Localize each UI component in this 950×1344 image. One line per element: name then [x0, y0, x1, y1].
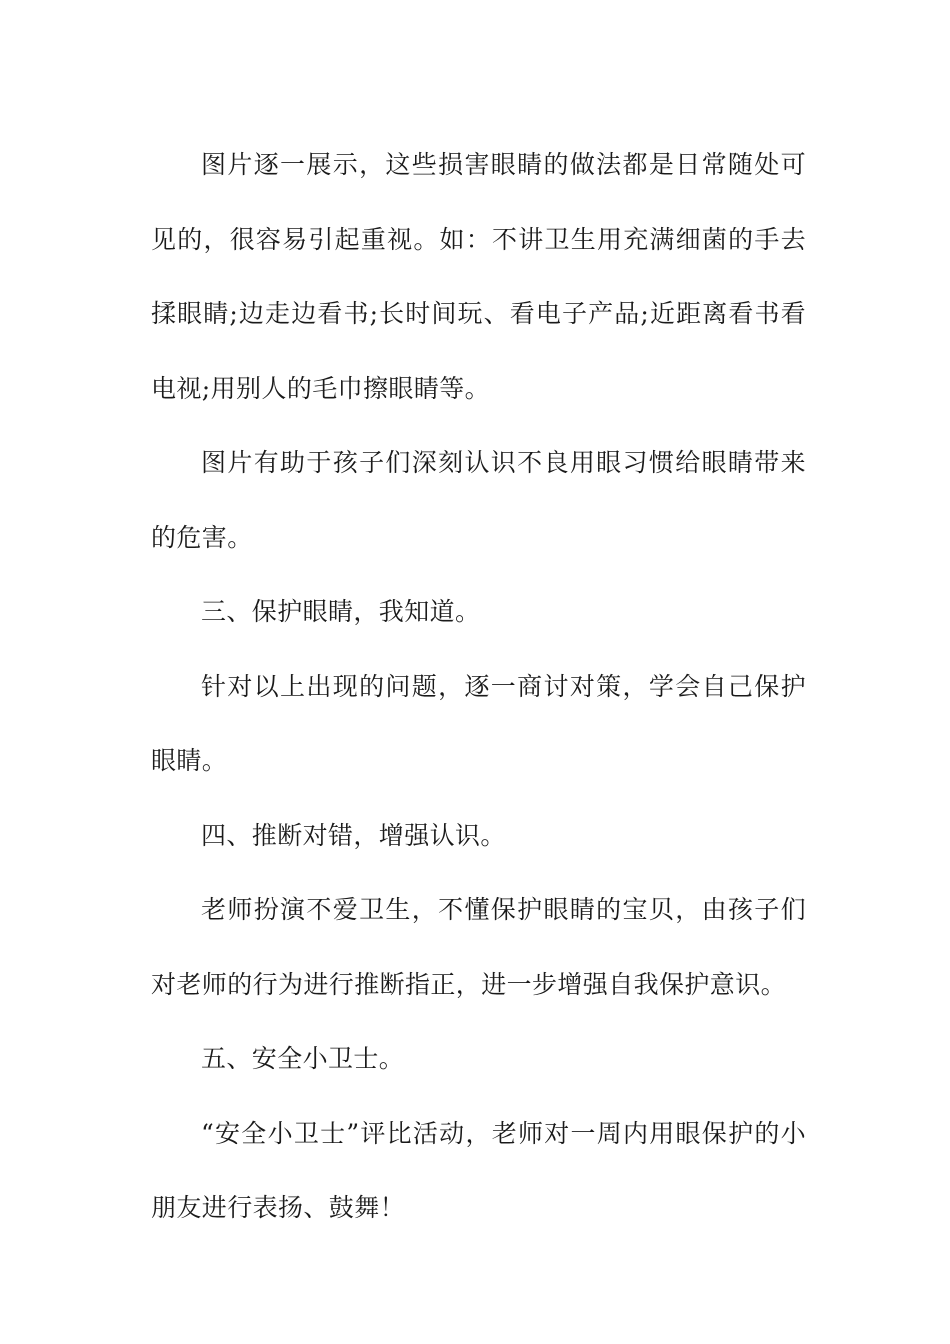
paragraph-images-help: 图片有助于孩子们深刻认识不良用眼习惯给眼睛带来的危害。	[151, 448, 806, 552]
paragraph-images-shown: 图片逐一展示，这些损害眼睛的做法都是日常随处可见的，很容易引起重视。如：不讲卫生用充满细菌的手去揉眼睛;边走边看书;长时间玩、看电子产品;近距离看书看电视;用别人的毛巾擦眼睛等。	[151, 150, 806, 403]
paragraph-discuss-solutions: 针对以上出现的问题，逐一商讨对策，学会自己保护眼睛。	[151, 671, 806, 775]
section-heading-four: 四、推断对错，增强认识。	[201, 820, 506, 850]
document-body	[151, 128, 806, 1246]
section-heading-five: 五、安全小卫士。	[201, 1044, 405, 1073]
section-heading-three: 三、保护眼睛，我知道。	[201, 597, 481, 626]
paragraph-teacher-roleplay: 老师扮演不爱卫生，不懂保护眼睛的宝贝，由孩子们对老师的行为进行推断指正，进一步增强自我保护意识。	[151, 895, 806, 999]
paragraph-safety-guard-activity: “安全小卫士”评比活动，老师对一周内用眼保护的小朋友进行表扬、鼓舞！	[151, 1118, 806, 1222]
